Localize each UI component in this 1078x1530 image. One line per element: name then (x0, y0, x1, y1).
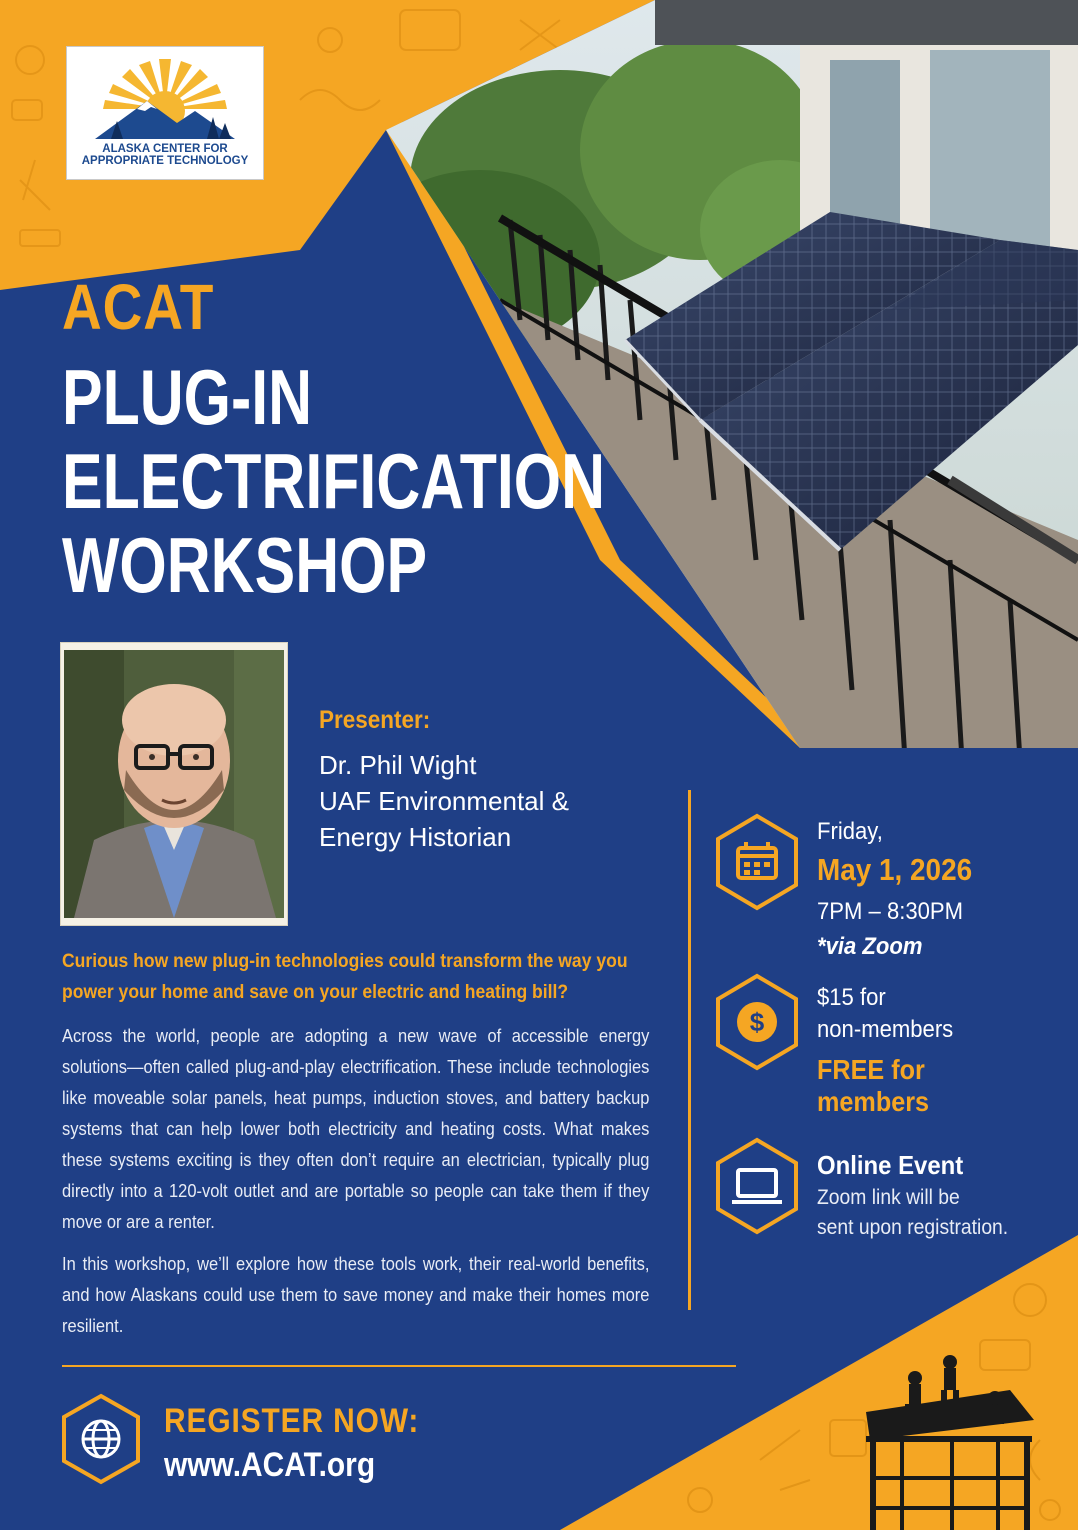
event-day: Friday, (817, 818, 883, 845)
logo-line-2: APPROPRIATE TECHNOLOGY (81, 155, 249, 167)
logo-org-name (67, 143, 263, 167)
title-line-1: PLUG-IN (62, 353, 313, 441)
intro-question (62, 946, 628, 1008)
horizontal-divider (62, 1365, 736, 1367)
register-label: REGISTER NOW: (164, 1402, 420, 1440)
vertical-divider (688, 790, 691, 1310)
description-paragraph-1 (62, 1020, 650, 1237)
presenter-role-line-2: Energy Historian (319, 822, 512, 852)
title-line-2: ELECTRIFICATION (62, 437, 606, 525)
online-event-title: Online Event (817, 1150, 964, 1180)
dollar-glyph: $ (749, 1007, 765, 1037)
dollar-icon (712, 972, 802, 1072)
price-member-line-2: members (817, 1086, 930, 1117)
intro-question-text: Curious how new plug-in technologies could transform the way you power your home and save on your electric and heating bill? (62, 950, 628, 1003)
description-paragraph-2-text: In this workshop, we’ll explore how these tools work, their real-world benefits, and how Alaskans could use them to save money and make their homes more resilient. (62, 1253, 650, 1336)
price-nonmember-line-1: $15 for (817, 984, 886, 1011)
event-venue: *via Zoom (817, 933, 923, 960)
presenter-photo-frame (60, 642, 288, 926)
online-event-line-1: Zoom link will be (817, 1186, 960, 1209)
presenter-portrait (64, 650, 284, 918)
presenter-name: Dr. Phil Wight (319, 750, 477, 780)
price-member-line-1: FREE for (817, 1054, 925, 1085)
presenter-label: Presenter: (319, 706, 431, 734)
solar-balcony-photo (360, 0, 1078, 760)
online-event-line-2: sent upon registration. (817, 1216, 1009, 1239)
price-nonmember-line-2: non-members (817, 1016, 954, 1043)
event-time: 7PM – 8:30PM (817, 898, 964, 925)
globe-icon (58, 1392, 144, 1486)
event-date: May 1, 2026 (817, 852, 973, 887)
description-paragraph-2 (62, 1248, 650, 1341)
title-acat: ACAT (62, 271, 215, 343)
laptop-icon (712, 1136, 802, 1236)
register-url-link[interactable]: www.ACAT.org (164, 1446, 376, 1484)
acat-logo (66, 46, 264, 180)
title-line-3: WORKSHOP (62, 521, 428, 609)
logo-line-1: ALASKA CENTER FOR (102, 143, 228, 155)
description-paragraph-1-text: Across the world, people are adopting a new wave of accessible energy solutions—often called plug-and-play electrification. These include technologies like moveable solar panels, heat pumps, induction stoves, and battery backup systems that can help lower both electricity and heating costs. What makes these systems exciting is they often don’t require an electrician, typically plug directly into a 120-volt outlet and are portable so people can take them if they move or are a renter. (62, 1025, 650, 1232)
calendar-icon (712, 812, 802, 912)
presenter-role-line-1: UAF Environmental & (319, 786, 569, 816)
